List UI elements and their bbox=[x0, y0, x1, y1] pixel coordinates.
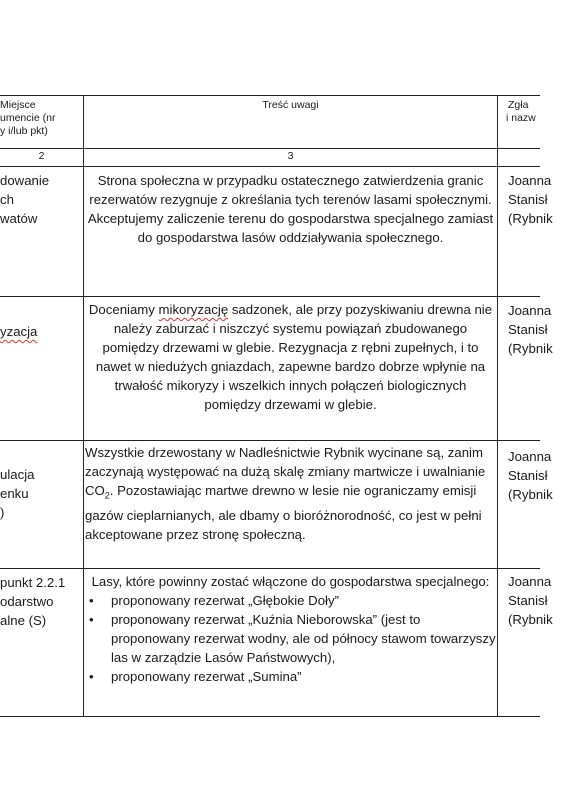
row1-place-line: dowanie bbox=[0, 173, 50, 188]
row3-comment-after: . Pozostawiając martwe drewno w lesie nie ograniczamy emisji gazów cieplarnianych, ale dbamy o bioróżnorodność, co jest w pełni akceptowane przez stronę społeczną. bbox=[85, 483, 482, 542]
row4-place-line: alne (S) bbox=[0, 613, 47, 628]
row3-comment-before: Wszystkie drzewostany w Nadleśnictwie Rybnik wycinane są, zanim zaczynają występować na dużą skalę zmiany martwicze i uwalnianie CO bbox=[85, 445, 486, 498]
row4-author bbox=[508, 572, 568, 629]
row1-author bbox=[508, 171, 568, 228]
list-item bbox=[85, 591, 496, 610]
author-line: Joanna bbox=[508, 449, 552, 464]
header-comment-cell bbox=[84, 99, 497, 112]
index-row-bottom-border bbox=[0, 166, 540, 167]
list-item bbox=[85, 667, 496, 686]
header-place-line: Miejsce bbox=[0, 99, 36, 111]
author-line: (Rybnik bbox=[508, 211, 553, 226]
author-line: (Rybnik bbox=[508, 612, 553, 627]
row3-place-line: ulacja bbox=[0, 467, 35, 482]
row2-comment bbox=[85, 300, 496, 414]
row2-comment-after: sadzonek, ale przy pozyskiwaniu drewna nie należy zaburzać i niszczyć systemu powiązań zbudowanego pomiędzy drzewami w glebie. Rezygnacja z rębni zupełnych, i to nawet w niedużych gniazdach, zapewne bardzo dobrze wpłynie na trwałość mikoryzy i wszelkich innych połączeń biologicznych pomiędzy drzewami w glebie. bbox=[95, 302, 493, 412]
row3-place bbox=[0, 465, 82, 522]
row2-comment-before: Doceniamy bbox=[88, 302, 159, 317]
row3-comment-subscript: 2 bbox=[104, 490, 110, 501]
author-line: Joanna bbox=[508, 173, 552, 188]
table-top-border bbox=[0, 95, 540, 96]
row3-author bbox=[508, 447, 568, 504]
row1-comment bbox=[85, 171, 496, 247]
row4-intro: Lasy, które powinny zostać włączone do gospodarstwa specjalnego: bbox=[91, 574, 490, 589]
row4-place-line: punkt 2.2.1 bbox=[0, 575, 66, 590]
row2-author bbox=[508, 301, 568, 358]
author-line: Stanisł bbox=[508, 468, 548, 483]
author-line: (Rybnik bbox=[508, 487, 553, 502]
row2-place-line: yzacja bbox=[0, 324, 38, 339]
row3-bottom-border bbox=[0, 568, 540, 569]
index-col1-number: 2 bbox=[38, 150, 45, 162]
spellcheck-marked-word: mikoryzację bbox=[158, 302, 229, 317]
list-item-text: proponowany rezerwat „Sumina” bbox=[111, 669, 302, 684]
row1-place-line: ch bbox=[0, 192, 14, 207]
row3-comment bbox=[85, 443, 496, 544]
row1-bottom-border bbox=[0, 296, 540, 297]
header-comment-label: Treść uwagi bbox=[262, 99, 319, 111]
row2-place bbox=[0, 322, 82, 341]
list-item-text: proponowany rezerwat „Kuźnia Nieborowska” (jest to proponowany rezerwat wodny, ale od północy stawom towarzyszy las w zarządzie Lasów Państwowych), bbox=[111, 612, 496, 665]
row1-place-line: watów bbox=[0, 211, 38, 226]
list-item-text: proponowany rezerwat „Głębokie Doły” bbox=[111, 593, 339, 608]
header-place-line: y i/lub pkt) bbox=[0, 125, 48, 137]
row1-place bbox=[0, 171, 82, 228]
author-line: Stanisł bbox=[508, 192, 548, 207]
row3-place-line: ) bbox=[0, 505, 5, 520]
row1-comment-text: Strona społeczna w przypadku ostatecznego zatwierdzenia granic rezerwatów rezygnuje z określania tych terenów lasami społecznymi. Akceptujemy zaliczenie terenu do gospodarstwa specjalnego zamiast do gospodarstwa lasów oddziaływania społecznego. bbox=[87, 173, 494, 245]
author-line: Stanisł bbox=[508, 322, 548, 337]
index-col2-number: 3 bbox=[287, 150, 294, 162]
row4-comment bbox=[85, 572, 496, 686]
author-line: Stanisł bbox=[508, 593, 548, 608]
author-line: (Rybnik bbox=[508, 341, 553, 356]
author-line: Joanna bbox=[508, 574, 552, 589]
header-place-line: umencie (nr bbox=[0, 112, 56, 124]
row2-bottom-border bbox=[0, 440, 540, 441]
col-divider-2 bbox=[497, 95, 498, 717]
row3-place-line: enku bbox=[0, 486, 29, 501]
index-col1 bbox=[0, 150, 83, 162]
index-col2 bbox=[84, 150, 497, 162]
header-author-line: Zgła bbox=[508, 99, 529, 111]
header-bottom-border bbox=[0, 148, 540, 149]
proposed-reserves-list bbox=[85, 591, 496, 686]
row4-place-line: odarstwo bbox=[0, 594, 54, 609]
header-author-cell bbox=[508, 99, 548, 125]
table-bottom-border bbox=[0, 716, 540, 717]
col-divider-1 bbox=[83, 95, 84, 717]
header-place-cell bbox=[0, 99, 80, 138]
author-line: Joanna bbox=[508, 303, 552, 318]
header-author-line: i nazw bbox=[506, 112, 536, 124]
list-item bbox=[85, 610, 496, 667]
row4-place bbox=[0, 573, 82, 630]
